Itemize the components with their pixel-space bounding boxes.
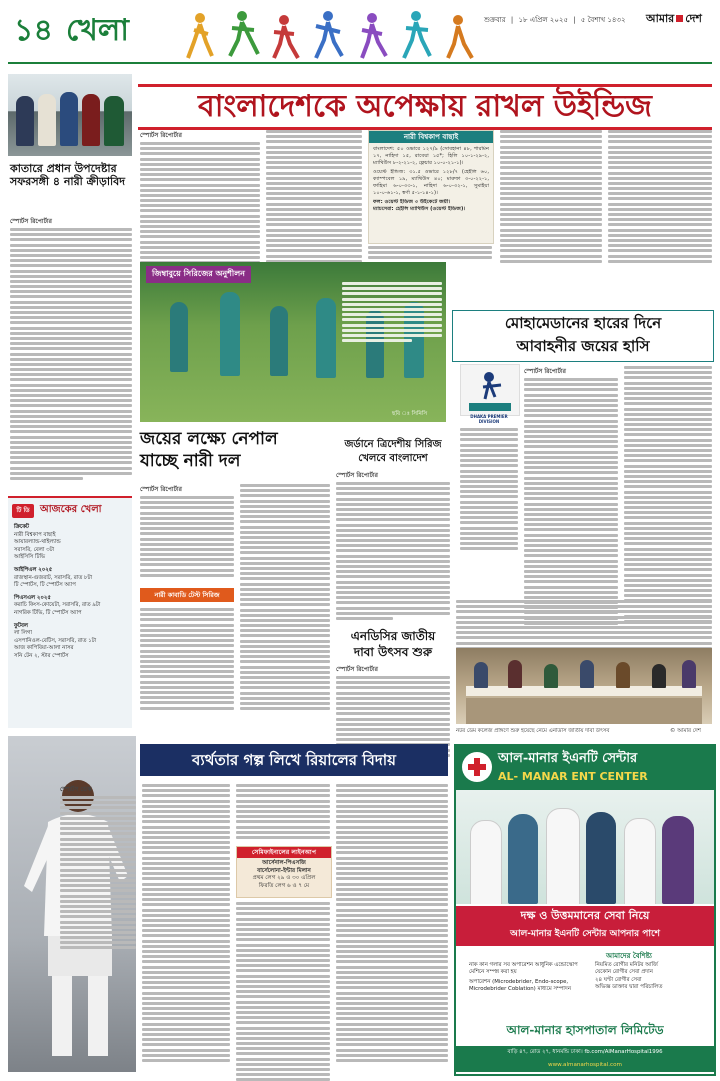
semifinal-box: [236, 846, 332, 898]
sports-silhouettes-banner: [180, 4, 480, 62]
ad-title-bn: আল-মানার ইএনটি সেন্টার: [498, 751, 638, 766]
lead-body-col-4: [500, 130, 602, 263]
real-body-col-4: [336, 784, 448, 1062]
nepal-body-col-1b: [140, 608, 234, 710]
ndc-byline: স্পোর্টস রিপোর্টার: [336, 666, 378, 673]
zimbabwe-headline: জিম্বাবুয়ে সিরিজের অনুশীলন: [146, 266, 251, 283]
scoreboard-line: ম্যাচসেরা: হেইলি ম্যাথিউস (ওয়েস্ট ইন্ডিজ)।: [373, 206, 466, 212]
tv-block-head: আইপিএল ২০২৫: [14, 566, 53, 573]
ad-banner: দক্ষ ও উত্তমমানের সেবা নিয়ে আল-মানার ইএনটি সেন্টার আপনার পাশে: [456, 906, 714, 946]
real-headline-bar: [140, 744, 448, 776]
ad-feature: নিয়মিত রোগীর মনিটর আর্জি: [595, 962, 658, 968]
semifinal-leg: প্রথম লেগ ২৯ ও ৩০ এপ্রিল: [252, 875, 316, 882]
nepal-sub-box: নারী কাবাডি টেস্ট সিরিজ: [140, 588, 234, 602]
mohammedan-headline-box: [452, 310, 714, 362]
ad-footer-bar: [456, 1046, 714, 1072]
mohammedan-body-bottom: [460, 428, 518, 550]
jordan-byline: স্পোর্টস রিপোর্টার: [336, 472, 378, 479]
cricket-batsman-icon: [461, 365, 519, 415]
nepal-byline: স্পোর্টস রিপোর্টার: [140, 486, 182, 493]
semifinal-leg: ফিরতি লেগ ৬ ও ৭ মে: [258, 882, 310, 889]
ad-doctors-photo: [456, 790, 714, 904]
masthead: [0, 0, 720, 66]
section-title: খেলা: [66, 13, 129, 48]
mohammedan-headline-line-1: মোহামেডানের হারের দিনে: [504, 314, 662, 332]
chess-photo-caption: নটর ডেম কলেজ প্রাঙ্গণে শুরু হয়েছে নেমে এনডিসি জাতীয় দাবা উৎসব: [456, 728, 610, 734]
mohammedan-headline-line-2: আবাহনীর জয়ের হাসি: [516, 337, 650, 355]
jordan-headline: জর্ডানে ত্রিদেশীয় সিরিজ খেলবে বাংলাদেশ: [344, 439, 442, 464]
qatar-body-text: [10, 228, 132, 480]
ad-website[interactable]: www.almanarhospital.com: [548, 1062, 622, 1068]
tv-logo: টি ডি: [12, 504, 34, 518]
real-headline: ব্যর্থতার গল্প লিখে রিয়ালের বিদায়: [192, 751, 396, 769]
mohammedan-body-col-1: [524, 378, 618, 625]
real-body-col-1: [60, 796, 136, 949]
jordan-body: [336, 482, 450, 620]
chess-photo-credit: © আমার দেশ: [670, 728, 701, 734]
real-body-col-3: [236, 784, 330, 839]
real-body-col-3b: [236, 902, 330, 1081]
lead-headline-bar: [138, 84, 712, 130]
al-manar-ad[interactable]: [454, 744, 716, 1076]
semifinal-match: আর্সেনাল-পিএসজি: [262, 860, 306, 866]
ad-address: বাড়ি ৪৭, রোড ২৭, ধানমন্ডি ঢাকা। fb.com/AlManarHospital1996: [507, 1049, 663, 1055]
tv-block-head: ক্রিকেট: [14, 524, 29, 530]
nepal-body-col-1: [140, 496, 234, 577]
ndc-body-right: [456, 600, 712, 655]
masthead-rule: [8, 62, 712, 64]
semifinal-match: বার্সেলোনা-ইন্টার মিলান: [257, 867, 311, 874]
ad-feature: নাক কান গলার সব অপারেশন আধুনিক এন্ডোস্কোপ মেশিনে সম্পন্ন করা হয়: [469, 962, 578, 976]
day: শুক্রবার: [484, 16, 506, 24]
ndc-headline: এনডিসির জাতীয় দাবা উৎসব শুরু: [350, 629, 436, 659]
today-tv-title: আজকের খেলা: [40, 504, 102, 515]
ad-title-en: AL- MANAR ENT CENTER: [498, 770, 648, 783]
tv-block-head: ফুটবল: [14, 622, 28, 629]
scoreboard-title: নারী বিশ্বকাপ বাছাই: [369, 131, 493, 143]
ad-features-title: আমাদের বৈশিষ্ট্য: [606, 952, 652, 960]
qatar-headline: কাতারে প্রধান উপদেষ্টার সফরসঙ্গী ৪ নারী ক্রীড়াবিদ: [10, 162, 126, 188]
today-tv-box: টি ডি আজকের খেলা ক্রিকেট নারী বিশ্বকাপ বাছাই আয়ারল্যান্ড-থাইল্যান্ড সরাসরি, বেলা ৩টা আইসিসি টিভি আইপিএল ২০২৫ রাজস্থান-গুজরাট, সরাসরি, রাত ৮টা টি স্পোর্টস, টি স্পোর্টস অ্যাপ পিএসএল ২০২৫ করাচি কিংস-কোয়েটা, সরাসরি, রাত ৯টা নাগরিক টিভি, টি স্পোর্টস অ্যাপ ফুটবল লা লিগা এসপানিওল-বেটিস, সরাসরি, রাত ১টা আজ কাপিবিয়া-আলা নাসর সনি টেন ২, স্টার স্পোর্টস: [8, 496, 132, 728]
nepal-body-col-2: [240, 484, 330, 710]
scoreboard-line: বাংলাদেশ: ৫০ ওভারে ১২৭/৯ (সোবহানা ৪৮, শারমিন ১৭, নাহিদা ১৫, রাবেয়া ১৫*; হিলি ১০-১-২৯-২, ম্যাথিউস ৮-২-২১-২, ফ্লেচার ১০-০-২১-১)।: [373, 146, 489, 166]
ad-footer-title: আল-মানার হাসপাতাল লিমিটেড: [506, 1023, 664, 1037]
qatar-byline: স্পোর্টস রিপোর্টার: [10, 218, 52, 225]
scoreboard-box: [368, 130, 494, 244]
page-number: ১৪: [14, 13, 53, 48]
ad-features: [462, 962, 708, 994]
zimbabwe-photo-credit: ছবি ঃ সিনিসি: [392, 411, 428, 417]
issue-date-line: শুক্রবার | ১৮ এপ্রিল ২০২৫ | ৫ বৈশাখ ১৪৩২: [484, 16, 626, 24]
lead-body-col-5: [608, 130, 712, 263]
real-byline: স্পোর্টস ডেস্ক: [60, 786, 92, 793]
date-bangla: ৫ বৈশাখ ১৪৩২: [580, 16, 626, 24]
chess-festival-photo: [456, 648, 712, 724]
mohammedan-byline: স্পোর্টস রিপোর্টার: [524, 368, 566, 375]
ad-header: [456, 746, 714, 790]
lead-byline: স্পোর্টস রিপোর্টার: [140, 132, 182, 139]
lead-body-col-3-bottom: [368, 246, 492, 259]
nepal-headline: জয়ের লক্ষ্যে নেপাল যাচ্ছে নারী দল: [140, 429, 278, 471]
ad-feature: যেকোন রোগীর সেবা প্রদান: [595, 969, 653, 976]
tv-block-head: পিএসএল ২০২৫: [14, 594, 51, 601]
dpl-logo-text: DHAKA PREMIER DIVISION: [470, 414, 508, 424]
scoreboard-line: ফল: ওয়েস্ট ইন্ডিজ ৩ উইকেটে জয়ী।: [373, 199, 451, 205]
athletes-icon: [180, 4, 480, 62]
date-english: ১৮ এপ্রিল ২০২৫: [518, 16, 568, 24]
zimbabwe-caption-text: [342, 282, 442, 342]
lead-headline: বাংলাদেশকে অপেক্ষায় রাখল উইন্ডিজ: [198, 89, 652, 124]
hospital-logo-icon: [462, 752, 492, 782]
ad-feature: অভিজ্ঞ ডাক্তার দ্বারা পরিচালিত: [595, 984, 663, 991]
brand-logo: আমার দেশ: [646, 12, 702, 25]
semifinal-title: সেমিফাইনালের লাইনআপ: [237, 847, 331, 858]
dpl-logo: [460, 364, 520, 416]
ad-feature: অপারেশন (Microdebrider, Endo-scope, Microdebrider Coblation) মাধ্যমে সম্পাদন: [469, 978, 571, 993]
ad-feature: ২৪ ঘণ্টা রোগীর সেবা: [595, 976, 642, 983]
qatar-delegation-photo: [8, 74, 132, 156]
scoreboard-line: ওয়েস্ট ইন্ডিজ: ৩১.৫ ওভারে ১২৮/৭ (হেইলি ৬০, ক্যাম্পবেল ১৯, ম্যাথিউস ৪০; মারুফা ৩-০-২২-১, ফাহিমা ৬-০-৩৩-১, নাহিদা ৬-০-৩২-১, সুমাইয়া ১০-০-৬১-১, স্বর্ণা ৫-১-১৪-১)।: [373, 169, 489, 196]
mohammedan-body-col-2: [624, 366, 712, 623]
real-body-col-2: [142, 784, 230, 1062]
